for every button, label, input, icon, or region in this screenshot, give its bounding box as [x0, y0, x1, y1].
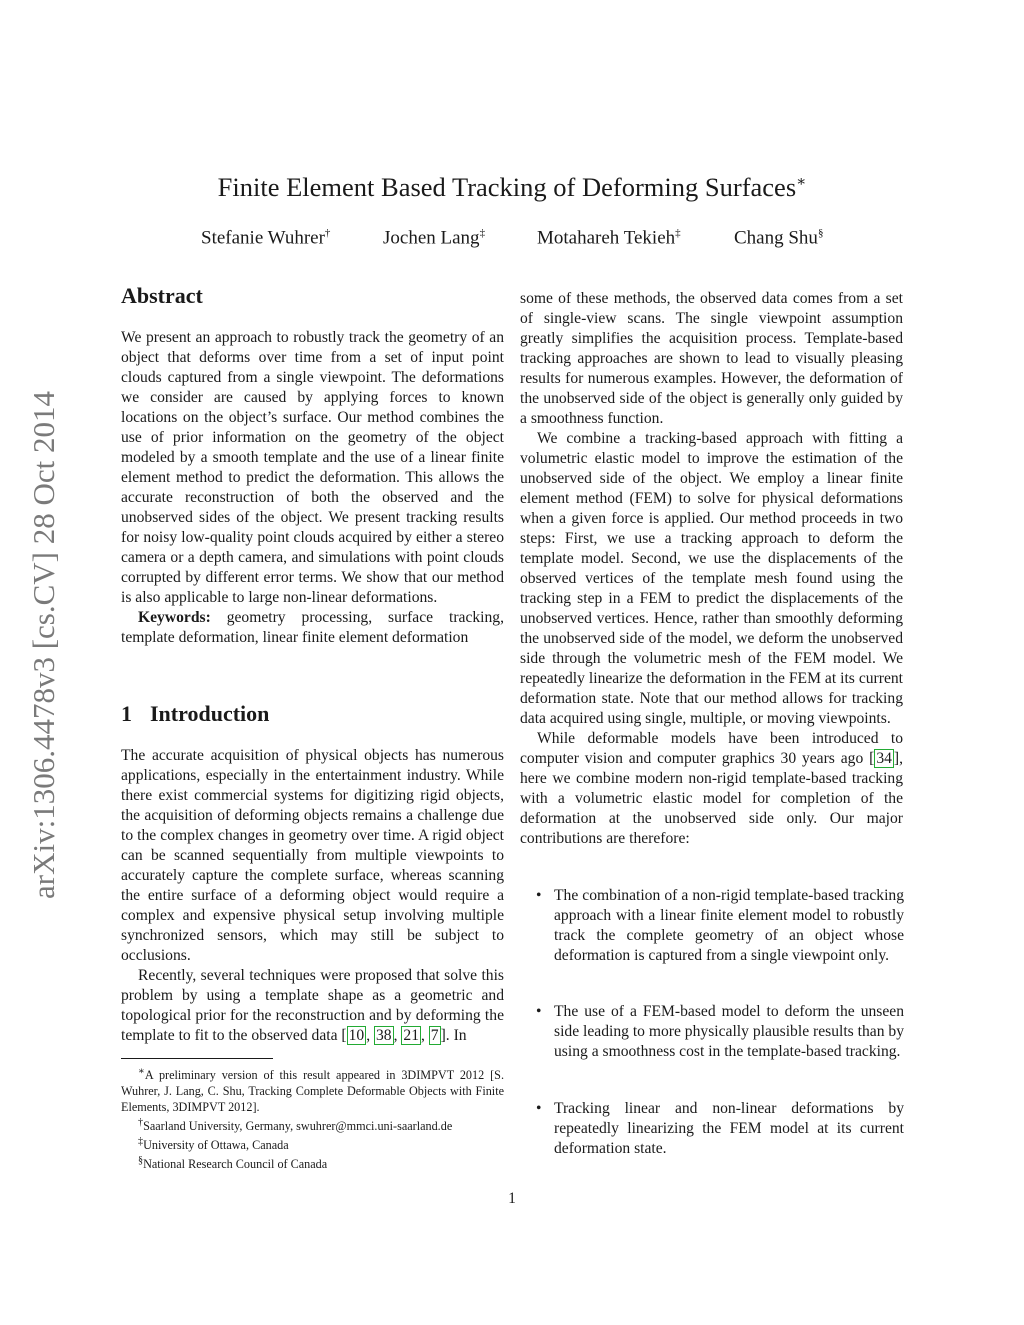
- intro-right-paragraph-3-tail: , here we combine modern non-rigid template-based tracking with a volumetric elastic model for completion of the deformation at the unobserved side only. Our major contributions are therefore:: [520, 750, 904, 847]
- abstract-body: [121, 328, 504, 648]
- author-mark: ‡: [479, 227, 486, 239]
- abstract-heading-text: Abstract: [121, 283, 203, 308]
- author-4: [734, 220, 823, 251]
- footnote-4: [121, 1153, 504, 1172]
- bullet-text: The combination of a non-rigid template-based tracking approach with a linear finite element model to robustly track the complete geometry of an object whose deformation is captured from a single viewpoint only.: [554, 887, 904, 964]
- footnote-mark: §: [138, 1155, 144, 1167]
- footnote-3: [121, 1134, 504, 1153]
- author-name: Stefanie Wuhrer: [201, 227, 325, 249]
- bullet-dot: •: [536, 1003, 542, 1020]
- section-number: 1: [121, 701, 132, 726]
- keywords-paragraph: [121, 608, 504, 648]
- author-3: [537, 220, 681, 251]
- abstract-heading: [121, 283, 203, 309]
- paper-title: [0, 164, 1024, 205]
- intro-right-paragraph-2: We combine a tracking-based approach with fitting a volumetric elastic model to improve the estimation of the unobserved side of the object. We employ a linear finite element method (FEM) to solve for physical deformations when a given force is applied. Our method proceeds in two steps: First, we use a tracking approach to deform the template model. Second, we use the displacements of the observed vertices of the template mesh found using the tracking step in a FEM to predict the displacements of the unobserved vertices. Hence, rather than smoothly deforming the unobserved side of the model, we deform the unobserved side through the volumetric mesh of the FEM model. We repeatedly linearize the deformation in the FEM at its current deformation state. Note that our method allows for tracking data acquired using single, multiple, or moving viewpoints.: [520, 430, 903, 727]
- footnote-1: [121, 1064, 504, 1115]
- intro-right-paragraph-3: While deformable models have been introduced to computer vision and computer graphics 30 years ago [ 34 ], here we combine modern non-rigid template-based tracking with a volumetric elastic model for completion of the deformation at the unobserved side only. Our major contributions are therefore:: [520, 730, 904, 847]
- intro-paragraph-2: Recently, several techniques were proposed that solve this problem by using a template shape as a geometric and topological prior for the reconstruction and by deforming the template to fit to the observed data [ 10 , 38 , 21 , 7 ]. In: [121, 967, 504, 1044]
- footnote-mark: ∗: [138, 1066, 145, 1077]
- intro-paragraph-2-tail: . In: [445, 1027, 467, 1044]
- bullet-dot: •: [536, 1100, 542, 1117]
- footnote-text: Saarland University, Germany, swuhrer@mmci.uni-saarland.de: [143, 1119, 453, 1134]
- author-name: Chang Shu: [734, 227, 818, 249]
- introduction-left-body: [121, 746, 504, 1046]
- footnote-text: University of Ottawa, Canada: [143, 1138, 289, 1153]
- author-1: [201, 220, 330, 251]
- citation-link[interactable]: 34: [876, 750, 892, 767]
- footnote-mark: ‡: [138, 1136, 144, 1148]
- author-mark: ‡: [675, 227, 681, 239]
- bullet-text: The use of a FEM-based model to deform the unseen side leading to more physically plausible results than by using a smoothness cost in the template-based tracking.: [554, 1003, 904, 1060]
- arxiv-identifier-stamp: arXiv:1306.4478v3 [cs.CV] 28 Oct 2014: [26, 391, 61, 899]
- footnotes: [121, 1064, 504, 1172]
- intro-paragraph-2-text: Recently, several techniques were proposed that solve this problem by using a template shape as a geometric and topological prior for the reconstruction and by deforming the template to fit to the observed data: [121, 967, 504, 1044]
- citation-link[interactable]: 38: [376, 1027, 392, 1044]
- footnote-rule: [121, 1058, 273, 1059]
- keywords-label: Keywords:: [138, 609, 211, 626]
- citation-link[interactable]: 7: [430, 1027, 439, 1044]
- bullet-text: Tracking linear and non-linear deformations by repeatedly linearizing the FEM model at its current deformation state.: [554, 1100, 904, 1157]
- title-footnote-mark: ∗: [796, 174, 807, 190]
- section-title: Introduction: [150, 701, 270, 726]
- introduction-right-body: [520, 289, 903, 849]
- intro-paragraph-1: The accurate acquisition of physical objects has numerous applications, especially in the entertainment industry. While there exist commercial systems for digitizing rigid objects, the acquisition of deforming objects remains a challenge due to the complex changes in geometry over time. A rigid object can be scanned sequentially from multiple viewpoints to accurately capture the complete surface, whereas scanning the entire surface of a deforming object would require a complex and expensive physical setup involving multiple synchronized sensors, which may still be subject to occlusions.: [121, 747, 504, 964]
- introduction-heading: [121, 701, 269, 727]
- page-number: 1: [508, 1190, 516, 1207]
- author-name: Motahareh Tekieh: [537, 227, 676, 249]
- paper-title-text: Finite Element Based Tracking of Deforming Surfaces: [217, 171, 797, 202]
- intro-right-paragraph-1: some of these methods, the observed data comes from a set of single-view scans. The single viewpoint assumption greatly simplifies the acquisition process. Template-based tracking approaches are shown to lead to visually pleasing results for numerous examples. However, the deformation of the unobserved side of the object is generally only guided by a smoothness function.: [520, 290, 903, 427]
- footnote-mark: †: [138, 1117, 144, 1129]
- bullet-dot: •: [536, 887, 542, 904]
- footnote-text: National Research Council of Canada: [143, 1157, 328, 1172]
- intro-right-paragraph-3-text: While deformable models have been introduced to computer vision and computer graphics 30 years ago: [520, 730, 903, 767]
- citation-link[interactable]: 10: [348, 1027, 365, 1044]
- footnote-text: A preliminary version of this result appeared in 3DIMPVT 2012 [S. Wuhrer, J. Lang, C. Shu, Tracking Complete Deformable Objects with Finite Elements, 3DIMPVT 2012].: [121, 1068, 504, 1115]
- author-mark: §: [817, 227, 824, 239]
- author-2: [383, 220, 485, 251]
- author-name: Jochen Lang: [383, 227, 480, 249]
- keywords-text: geometry processing, surface tracking, template deformation, linear finite element deformation: [121, 609, 504, 646]
- abstract-text: We present an approach to robustly track the geometry of an object that deforms over time from a set of input point clouds captured from a single viewpoint. The deformations we consider are caused by applying forces to known locations on the object’s surface. Our method combines the use of prior information on the geometry of the object modeled by a smooth template and the use of a linear finite element method to predict the deformation. This allows the accurate reconstruction of both the observed and the unobserved sides of the object. We present tracking results for noisy low-quality point clouds acquired by either a stereo camera or a depth camera, and simulations with point clouds corrupted by different error terms. We show that our method is also applicable to large non-linear deformations.: [121, 329, 504, 606]
- author-mark: †: [324, 227, 331, 239]
- footnote-2: [121, 1115, 504, 1134]
- citation-link[interactable]: 21: [403, 1027, 419, 1044]
